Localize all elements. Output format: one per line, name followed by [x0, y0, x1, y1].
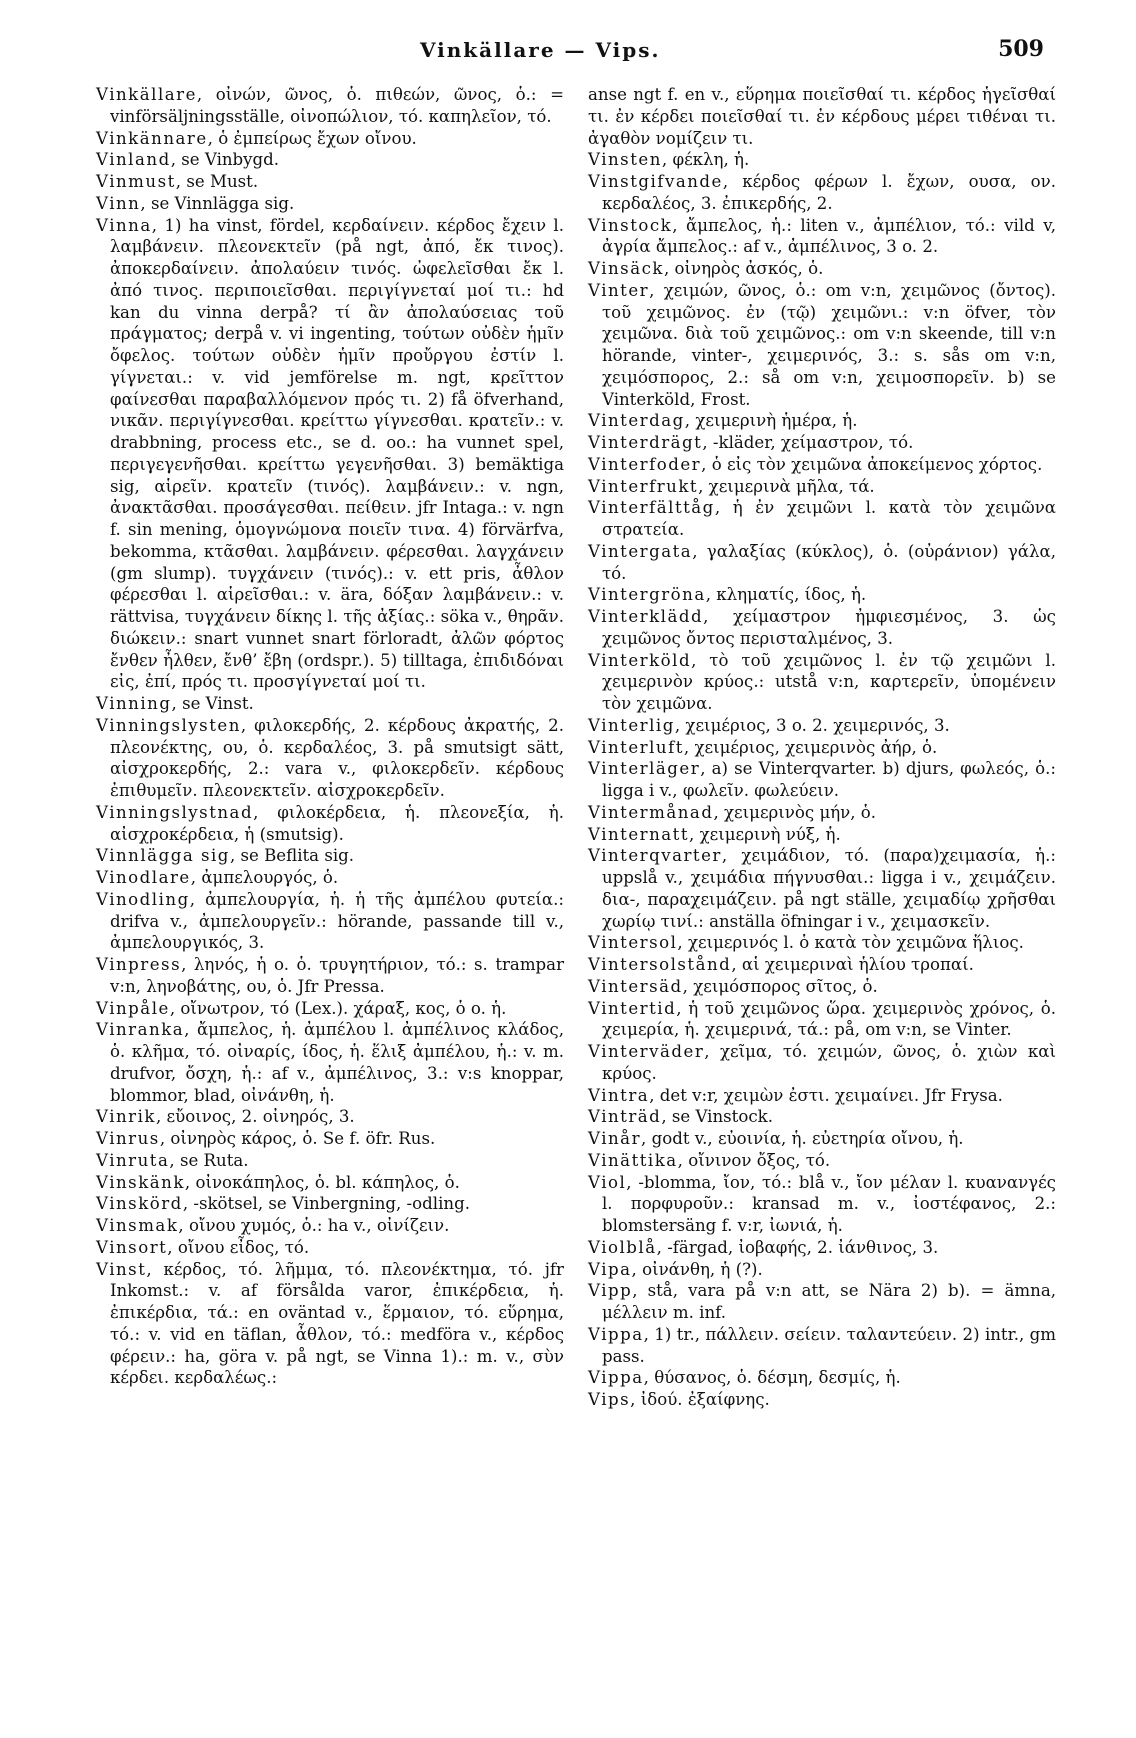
entry-headword: Vintergata ,	[588, 542, 707, 561]
dictionary-entry	[96, 128, 564, 150]
dictionary-entry	[96, 193, 564, 215]
dictionary-entry	[588, 476, 1056, 498]
entry-definition: ἄμπελος, ἡ.: liten v., ἀμπέλιον, τό.: vild v, ἀγρία ἄμπελος.: af v., ἀμπέλινος, 3 o. 2.	[602, 215, 1056, 257]
dictionary-entry	[588, 998, 1056, 1042]
entry-definition: χειμών, ῶνος, ὁ.: om v:n, χειμῶνος (ὄντος). τοῦ χειμῶνος. ἐν (τῷ) χειμῶνι.: v:n öfver, τὸν χειμῶνα. διὰ τοῦ χειμῶνος.: om v:n skeende, till v:n hörande, vinter-, χειμερινός, 3.: s. sås om v:n, χειμόσπορος, 2.: så om v:n, χειμοσπορεῖν. b) se Vinterköld, Frost.	[602, 280, 1056, 409]
entry-headword: Violblå ,	[588, 1238, 667, 1257]
entry-headword: Vinterläger ,	[588, 759, 712, 778]
dictionary-entry	[96, 149, 564, 171]
entry-headword: Vinnlägga sig ,	[96, 846, 241, 865]
entry-headword: Vinningslysten ,	[96, 716, 254, 735]
dictionary-entry	[588, 758, 1056, 802]
entry-headword: Vinternatt ,	[588, 825, 700, 844]
dictionary-entry	[96, 1237, 564, 1259]
entry-headword: Vinrik ,	[96, 1107, 167, 1126]
entry-headword: Vinterväder ,	[588, 1042, 720, 1061]
dictionary-entry	[588, 932, 1056, 954]
entry-headword: Vintergröna ,	[588, 585, 716, 604]
dictionary-entry	[588, 845, 1056, 932]
entry-definition: χειμερινὴ νύξ, ἡ.	[699, 824, 841, 844]
entry-definition: stå, vara på v:n att, se Nära 2) b). = ämna, μέλλειν m. inf.	[602, 1281, 1056, 1322]
entry-definition: κέρδος, τό. λῆμμα, τό. πλεονέκτημα, τό. jfr Inkomst.: v. af försålda varor, ἐπικέρδεια, ἡ. ἐπικέρδια, τά.: en oväntad v., ἕρμαιον, τό. εὕρημα, τό.: v. vid en täflan, ἆθλον, τό.: medföra v., κέρδος φέρειν.: ha, göra v. på ngt, se Vinna 1).: m. v., σὺν κέρδει. κερδαλέως.:	[110, 1259, 564, 1388]
dictionary-entry	[588, 410, 1056, 432]
entry-definition: οἰνοκάπηλος, ὁ. bl. κάπηλος, ὁ.	[195, 1172, 460, 1192]
entry-definition: se Beflita sig.	[240, 846, 355, 866]
entry-headword: Vippa ,	[588, 1368, 654, 1387]
entry-definition: χειμερινός l. ὁ κατὰ τὸν χειμῶνα ἥλιος.	[687, 933, 1024, 953]
entry-definition: -skötsel, se Vinbergning, -odling.	[193, 1194, 470, 1214]
dictionary-entry	[588, 954, 1056, 976]
entry-definition: godt v., εὐοινία, ἡ. εὐετηρία οἴνου, ἡ.	[651, 1129, 964, 1148]
entry-definition: χειμερινὸς μήν, ὁ.	[724, 802, 877, 822]
dictionary-entry	[96, 1259, 564, 1390]
dictionary-entry	[96, 1019, 564, 1106]
dictionary-entry	[588, 280, 1056, 411]
entry-headword: Vinning ,	[96, 694, 182, 713]
entry-definition: se Vinbygd.	[181, 150, 280, 170]
dictionary-entry	[588, 432, 1056, 454]
entry-headword: Vipp ,	[588, 1281, 648, 1300]
entry-definition: -färgad, ἰοβαφής, 2. ἰάνθινος, 3.	[667, 1237, 939, 1257]
dictionary-entry	[588, 1280, 1056, 1324]
entry-definition: -blomma, ἴον, τό.: blå v., ἴον μέλαν l. κυανανγές l. πορφυροῦν.: kransad m. v., ἰοστέφανος, 2.: blomstersäng f. v:r, ἰωνιά, ἡ.	[602, 1172, 1056, 1235]
dictionary-entry	[588, 84, 1056, 149]
page-header	[0, 34, 1136, 68]
dictionary-entry	[96, 1193, 564, 1215]
dictionary-entry	[588, 824, 1056, 846]
entry-headword: Vips ,	[588, 1390, 641, 1409]
entry-definition: αἱ χειμεριναὶ ἡλίου τροπαί.	[741, 955, 974, 974]
entry-definition: εὔοινος, 2. οἰνηρός, 3.	[166, 1107, 355, 1127]
entry-definition: χειμέριος, 3 o. 2. χειμερινός, 3.	[685, 715, 950, 735]
dictionary-entry	[588, 650, 1056, 715]
entry-definition: χεῖμα, τό. χειμών, ῶνος, ὁ. χιὼν καὶ κρύος.	[602, 1042, 1056, 1083]
dictionary-entry	[96, 1215, 564, 1237]
entry-headword: Vinodling ,	[96, 890, 205, 909]
entry-definition: τὸ τοῦ χειμῶνος l. ἐν τῷ χειμῶνι l. χειμερινὸν κρύος.: utstå v:n, καρτερεῖν, ὑπομένειν τὸν χειμῶνα.	[602, 650, 1056, 713]
entry-headword: Vinträd ,	[588, 1107, 672, 1126]
entry-definition: χειμερινὴ ἡμέρα, ἡ.	[695, 411, 858, 431]
entry-definition: anse ngt f. en v., εὕρημα ποιεῖσθαί τι. κέρδος ἡγεῖσθαί τι. ἐν κέρδει ποιεῖσθαί τι. ἐν κέρδους μέρει τιθέναι τι. ἀγαθὸν νομίζειν τι.	[588, 85, 1056, 148]
entry-definition: ὁ εἰς τὸν χειμῶνα ἀποκείμενος χόρτος.	[711, 454, 1043, 474]
dictionary-entry	[588, 1389, 1056, 1411]
entry-headword: Vipa ,	[588, 1260, 642, 1279]
entry-definition: ἡ τοῦ χειμῶνος ὥρα. χειμερινὸς χρόνος, ὁ. χειμερία, ἡ. χειμερινά, τά.: på, om v:n, se Vinter.	[602, 998, 1056, 1040]
dictionary-entry	[588, 541, 1056, 585]
entry-definition: οἴνωτρον, τό (Lex.). χάραξ, κος, ὁ o. ἡ.	[180, 998, 507, 1018]
running-head: Vinkällare — Vips.	[420, 38, 661, 62]
dictionary-entry	[96, 1106, 564, 1128]
entry-headword: Vinskänk ,	[96, 1173, 195, 1192]
entry-definition: se Vinnlägga sig.	[150, 193, 295, 213]
entry-headword: Vinruta ,	[96, 1151, 180, 1170]
dictionary-entry	[96, 998, 564, 1020]
entry-headword: Vinterlig ,	[588, 716, 685, 735]
entry-headword: Vippa ,	[588, 1325, 654, 1344]
dictionary-entry	[96, 693, 564, 715]
entry-headword: Vinterfoder ,	[588, 455, 712, 474]
dictionary-entry	[96, 889, 564, 954]
dictionary-entry	[588, 606, 1056, 650]
entry-headword: Vinterdag ,	[588, 411, 695, 430]
entry-headword: Vinter ,	[588, 281, 664, 300]
entry-definition: θύσανος, ὁ. δέσμη, δεσμίς, ἡ.	[654, 1368, 901, 1388]
dictionary-entry	[96, 954, 564, 998]
dictionary-entry	[588, 1237, 1056, 1259]
entry-headword: Vinår ,	[588, 1129, 652, 1148]
dictionary-entry	[588, 802, 1056, 824]
entry-headword: Vinn ,	[96, 194, 151, 213]
entry-definition: se Ruta.	[179, 1150, 249, 1170]
entry-definition: ἀμπελουργία, ἡ. ἡ τῆς ἀμπέλου φυτεία.: drifva v., ἀμπελουργεῖν.: hörande, passande till v., ἀμπελουργικός, 3.	[110, 889, 564, 953]
entry-definition: ἄμπελος, ἡ. ἀμπέλου l. ἀμπέλινος κλάδος, ὁ. κλῆμα, τό. οἰναρίς, ίδος, ἡ. ἕλιξ ἀμπέλου, ἡ.: v. m. drufvor, ὄσχη, ἡ.: af v., ἀμπέλινος, 3.: v:s knoppar, blommor, blad, οἰνάνθη, ἡ.	[110, 1020, 564, 1105]
entry-headword: Vinrus ,	[96, 1129, 170, 1148]
entry-definition: φέκλη, ἡ.	[672, 150, 750, 170]
entry-definition: χειμόσπορος σῖτος, ὁ.	[693, 976, 878, 996]
entry-headword: Vinland ,	[96, 150, 181, 169]
entry-definition: ληνός, ἡ o. ὁ. τρυγητήριον, τό.: s. trampar v:n, ληνοβάτης, ου, ὁ. Jfr Pressa.	[110, 955, 564, 996]
entry-headword: Vintersolstånd ,	[588, 955, 742, 974]
dictionary-entry	[588, 1085, 1056, 1107]
dictionary-entry	[96, 867, 564, 889]
entry-definition: ὁ ἐμπείρως ἔχων οἴνου.	[218, 128, 417, 148]
entry-definition: se Vinst.	[182, 694, 254, 713]
dictionary-entry	[96, 802, 564, 846]
entry-headword: Vinkännare ,	[96, 129, 218, 148]
dictionary-entry	[588, 215, 1056, 259]
dictionary-entry	[588, 584, 1056, 606]
dictionary-entry	[96, 1150, 564, 1172]
entry-headword: Vinpress ,	[96, 955, 194, 974]
dictionary-entry	[588, 454, 1056, 476]
left-column	[96, 84, 564, 1389]
entry-headword: Vinsäck ,	[588, 259, 675, 278]
entry-headword: Vinterfälttåg ,	[588, 498, 733, 517]
entry-headword: Vinranka ,	[96, 1020, 197, 1039]
dictionary-entry	[588, 497, 1056, 541]
dictionary-entry	[588, 1041, 1056, 1085]
entry-definition: οἴνου χυμός, ὁ.: ha v., οἰνίζειν.	[188, 1216, 450, 1235]
dictionary-entry	[96, 845, 564, 867]
entry-headword: Vinterfrukt ,	[588, 477, 709, 496]
dictionary-entry	[96, 715, 564, 802]
entry-headword: Vinskörd ,	[96, 1194, 193, 1213]
entry-headword: Vinkällare ,	[96, 85, 216, 104]
entry-headword: Vintersäd ,	[588, 977, 693, 996]
entry-definition: se Vinstock.	[671, 1107, 773, 1127]
entry-definition: 1) tr., πάλλειν. σείειν. ταλαντεύειν. 2) intr., gm pass.	[602, 1324, 1056, 1366]
entry-headword: Vinsmak ,	[96, 1216, 189, 1235]
dictionary-entry	[588, 1150, 1056, 1172]
entry-definition: οἰνηρὸς κάρος, ὁ. Se f. öfr. Rus.	[170, 1129, 436, 1148]
entry-definition: χειμερινὰ μῆλα, τά.	[708, 476, 875, 496]
entry-headword: Vintra ,	[588, 1086, 660, 1105]
entry-headword: Vinodlare ,	[96, 868, 201, 887]
entry-definition: ἀμπελουργός, ὁ.	[201, 868, 339, 887]
entry-headword: Vintertid ,	[588, 999, 688, 1018]
entry-definition: φιλοκερδής, 2. κέρδους ἀκρατής, 2. πλεονέκτης, ου, ὁ. κερδαλέος, 3. på smutsigt sätt, αἰσχροκερδής, 2.: vara v., φιλοκερδεῖν. κέρδους ἐπιθυμεῖν. πλεονεκτεῖν. αἰσχροκερδεῖν.	[110, 715, 564, 800]
entry-definition: οἴνινον ὄξος, τό.	[688, 1150, 831, 1170]
entry-headword: Vinstgifvande ,	[588, 172, 742, 191]
page-number: 509	[998, 36, 1044, 62]
entry-definition: ἰδού. ἐξαίφνης.	[640, 1390, 770, 1409]
entry-headword: Vinsten ,	[588, 150, 672, 169]
dictionary-entry	[96, 215, 564, 694]
entry-definition: χειμέριος, χειμερινὸς ἀήρ, ὁ.	[694, 737, 938, 757]
dictionary-entry	[588, 171, 1056, 215]
dictionary-entry	[588, 1367, 1056, 1389]
entry-headword: Vinättika ,	[588, 1151, 688, 1170]
entry-definition: χείμαστρον ἠμφιεσμένος, 3. ὡς χειμῶνος ὄντος περισταλμένος, 3.	[602, 607, 1056, 648]
dictionary-entry	[96, 171, 564, 193]
dictionary-entry	[96, 1128, 564, 1150]
entry-definition: γαλαξίας (κύκλος), ὁ. (οὐράνιον) γάλα, τό.	[602, 541, 1056, 583]
entry-headword: Vinterklädd ,	[588, 607, 733, 626]
entry-definition: det v:r, χειμὼν ἐστι. χειμαίνει. Jfr Frysa.	[659, 1085, 1003, 1105]
dictionary-entry	[588, 149, 1056, 171]
dictionary-entry	[588, 737, 1056, 759]
entry-definition: -kläder, χείμαστρον, τό.	[712, 433, 914, 452]
entry-definition: ἡ ἐν χειμῶνι l. κατὰ τὸν χειμῶνα στρατεία.	[602, 498, 1056, 539]
dictionary-entry	[588, 1172, 1056, 1237]
entry-headword: Vinsort ,	[96, 1238, 178, 1257]
entry-headword: Vinst ,	[96, 1260, 163, 1279]
entry-headword: Vinterköld ,	[588, 651, 709, 670]
entry-headword: Vinningslystnad ,	[96, 803, 277, 822]
entry-definition: φιλοκέρδεια, ἡ. πλεονεξία, ἡ. αἰσχροκέρδεια, ἡ (smutsig).	[110, 802, 564, 844]
dictionary-entry	[588, 715, 1056, 737]
entry-headword: Vinmust ,	[96, 172, 186, 191]
dictionary-entry	[588, 1259, 1056, 1281]
entry-definition: κληματίς, ίδος, ἡ.	[716, 585, 867, 605]
entry-headword: Vinterluft ,	[588, 738, 694, 757]
entry-headword: Viol ,	[588, 1173, 638, 1192]
entry-definition: οἰνηρὸς ἀσκός, ὁ.	[674, 259, 824, 278]
entry-headword: Vinpåle ,	[96, 999, 180, 1018]
entry-definition: χειμάδιον, τό. (παρα)χειμασία, ἡ.: uppslå v., χειμάδια πήγνυσθαι.: ligga i v., χειμάζειν. δια-, παραχειμάζειν. på ngt ställe, χειμαδίῳ χρῆσθαι χωρίῳ τινί.: anställa öfningar i v., χειμασκεῖν.	[602, 846, 1056, 931]
dictionary-entry	[588, 258, 1056, 280]
entry-definition: οἰνών, ῶνος, ὁ. πιθεών, ῶνος, ὁ.: = vinförsäljningsställe, οἰνοπώλιον, τό. καπηλεῖον, τό.	[110, 85, 564, 126]
dictionary-entry	[588, 1128, 1056, 1150]
entry-definition: a) se Vinterqvarter. b) djurs, φωλεός, ὁ.: ligga i v., φωλεῖν. φωλεύειν.	[602, 759, 1056, 800]
entry-headword: Vinterdrägt ,	[588, 433, 713, 452]
entry-headword: Vinstock ,	[588, 216, 686, 235]
entry-headword: Vintersol ,	[588, 933, 688, 952]
dictionary-entry	[588, 1106, 1056, 1128]
entry-definition: οἴνου εἶδος, τό.	[177, 1237, 310, 1257]
dictionary-entry	[96, 1172, 564, 1194]
entry-headword: Vinna ,	[96, 216, 164, 235]
entry-definition: οἰνάνθη, ἡ (?).	[642, 1259, 763, 1279]
entry-definition: 1) ha vinst, fördel, κερδαίνειν. κέρδος ἔχειν l. λαμβάνειν. πλεονεκτεῖν (på ngt, ἀπό, ἔκ τινος). ἀποκερδαίνειν. ἀπολαύειν τινός. ὠφελεῖσθαι ἔκ l. ἀπό τινος. περιποιεῖσθαι. περιγίγνεταί μοί τι.: hd kan du vinna derpå? τί ἂν ἀπολαύσειας τοῦ πράγματος; derpå v. vi ingenting, τούτων οὐδὲν ἡμῖν ὄφελος. τούτων οὐδὲν ἡμῖν προὔργου ἐστίν l. γίγνεται.: v. vid jemförelse m. ngt, κρεῖττον φαίνεσθαι παραβαλλόμενον πρός τι. 2) få öfverhand, νικᾶν. περιγίγνεσθαι. κρείττω γίγνεσθαι. κρατεῖν.: v. drabbning, process etc., se d. oo.: ha vunnet spel, περιγεγενῆσθαι. κρείττω γεγενῆσθαι. 3) bemäktiga sig, αἱρεῖν. κρατεῖν (τινός). λαμβάνειν.: v. ngn, ἀνακτᾶσθαι. προσάγεσθαι. πείθειν. jfr Intaga.: v. ngn f. sin mening, ὁμογνώμονα ποιεῖν τινα. 4) förvärfva, bekomma, κτᾶσθαι. λαμβάνειν. φέρεσθαι. λαγχάνειν (gm slump). τυγχάνειν (τινός).: v. ett pris, ἆθλον φέρεσθαι l. αἱρεῖσθαι.: v. ära, δόξαν λαμβάνειν.: v. rättvisa, τυγχάνειν δίκης l. τῆς ἀξίας.: söka v., θηρᾶν. διώκειν.: snart vunnet snart förloradt, ἀλῶν φόρτος ἔνθεν ἦλθεν, ἔνθ’ ἔβη (ordspr.). 5) tilltaga, ἐπιδιδόναι εἰς, ἐπί, πρός τι. προσγίγνεταί μοί τι.	[110, 215, 564, 692]
right-column	[588, 84, 1056, 1411]
dictionary-entry	[96, 84, 564, 128]
entry-definition: se Must.	[186, 172, 259, 191]
entry-definition: κέρδος φέρων l. ἔχων, ουσα, ον. κερδαλέος, 3. ἐπικερδής, 2.	[602, 172, 1056, 213]
entry-headword: Vintermånad ,	[588, 803, 724, 822]
entry-headword: Vinterqvarter ,	[588, 846, 741, 865]
dictionary-entry	[588, 976, 1056, 998]
dictionary-entry	[588, 1324, 1056, 1368]
